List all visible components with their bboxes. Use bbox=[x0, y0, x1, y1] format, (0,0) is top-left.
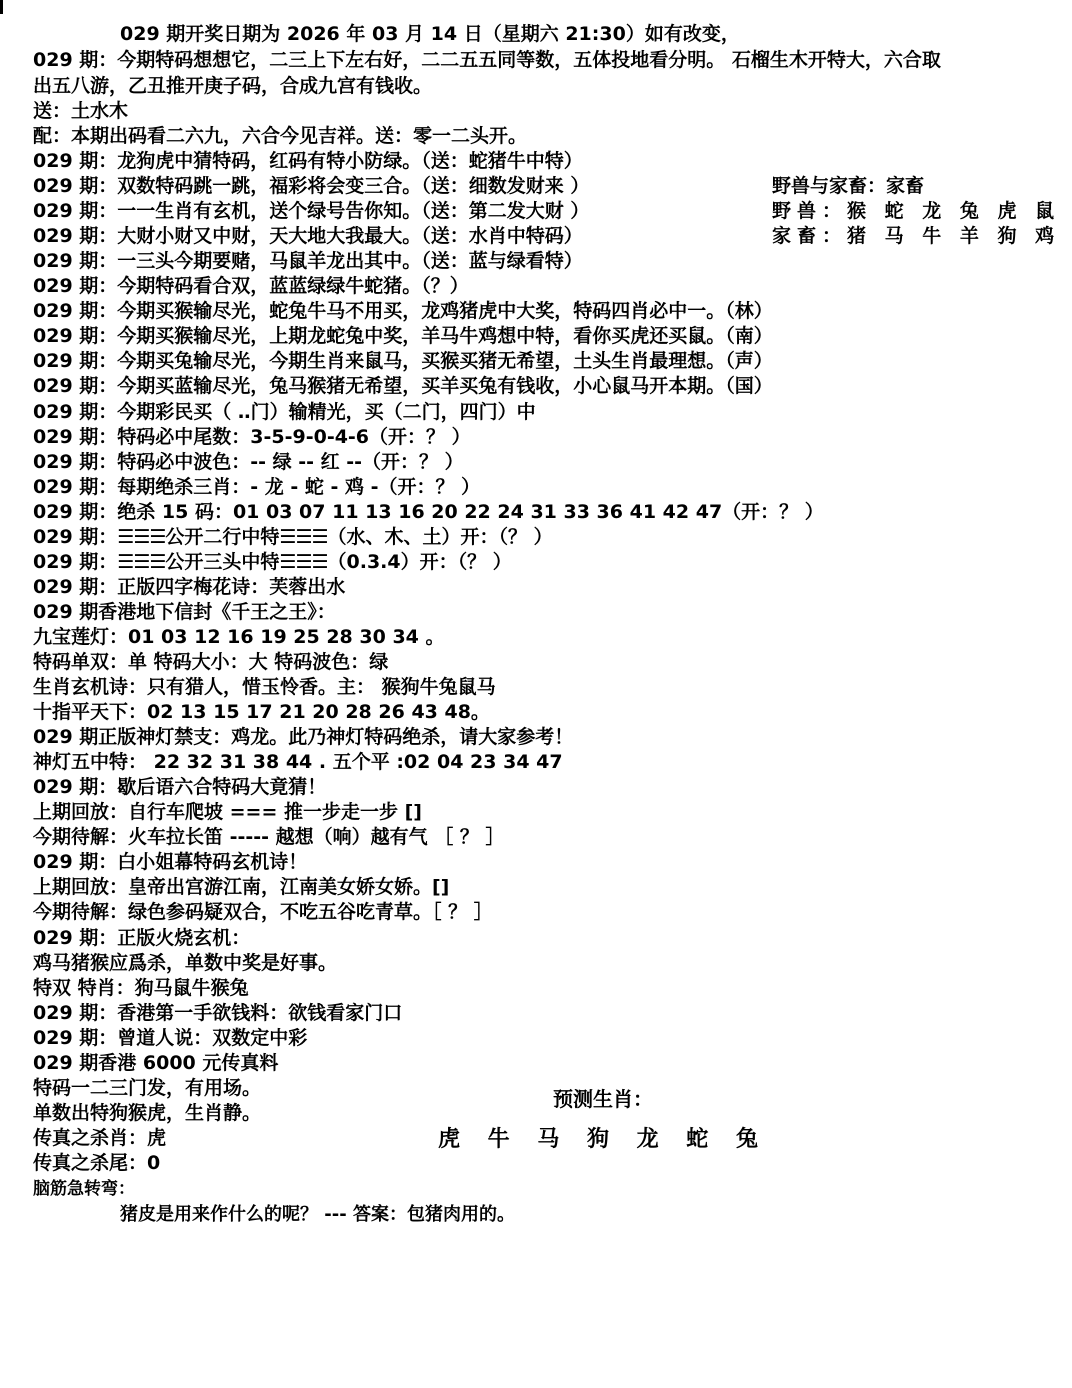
line-16 bbox=[33, 525, 553, 550]
line-1: 029 期：龙狗虎中猜特码，红码有特小防绿。（送：蛇猪牛中特） bbox=[33, 150, 583, 172]
line-37: 029 期香港 6000 元传真料 bbox=[33, 1052, 279, 1074]
line-38: 特码一二三门发，有用场。 bbox=[33, 1077, 262, 1099]
line-6: 029 期：今期特码看合双，蓝蓝绿绿牛蛇猪。（？） bbox=[33, 275, 469, 297]
line-7: 029 期：今期买猴输尽光，蛇兔牛马不用买，龙鸡猪虎中大奖，特码四肖必中一。（林） bbox=[33, 300, 773, 322]
line-16-mid: 公开二行中特 bbox=[165, 526, 280, 548]
trigram-bars-right: ☰☰☰ bbox=[279, 551, 328, 573]
line-9: 029 期：今期买兔输尽光，今期生肖来鼠马，买猴买猪无希望，土头生肖最理想。（声） bbox=[33, 350, 773, 372]
line-32: 029 期：正版火烧玄机： bbox=[33, 927, 251, 949]
line-30: 上期回放：皇帝出宫游江南，江南美女娇女娇。[] bbox=[33, 876, 450, 898]
line-11: 029 期：今期彩民买（ ‥门）输精光，买（二门，四门）中 bbox=[33, 401, 536, 423]
line-31: 今期待解：绿色参码疑双合，不吃五谷吃青草。［ ？ ］ bbox=[33, 901, 493, 923]
line-27: 上期回放：自行车爬坡 === 推一步走一步 [] bbox=[33, 801, 422, 823]
predict-animals: 虎 牛 马 狗 龙 蛇 兔 bbox=[438, 1127, 768, 1152]
line-18: 029 期：正版四字梅花诗：芙蓉出水 bbox=[33, 576, 346, 598]
side-note-1: 野兽与家畜：家畜 bbox=[772, 175, 925, 197]
line-39: 单数出特狗猴虎，生肖静。 bbox=[33, 1102, 262, 1124]
line-23: 十指平天下：02 13 15 17 21 20 28 26 43 48。 bbox=[33, 701, 490, 723]
trigram-bars-left: ☰☰☰ bbox=[117, 551, 166, 573]
line-40: 传真之杀肖：虎 bbox=[33, 1127, 167, 1149]
line-33: 鸡马猪猴应爲杀，单数中奖是好事。 bbox=[33, 952, 338, 974]
line-17-prefix: 029 期： bbox=[33, 551, 118, 573]
line-4: 029 期：大财小财又中财，天大地大我最大。（送：水肖中特码） bbox=[33, 225, 583, 247]
line-17 bbox=[33, 550, 512, 575]
line-17-mid: 公开三头中特 bbox=[165, 551, 280, 573]
line-43: 猪皮是用来作什么的呢？ --- 答案：包猪肉用的。 bbox=[120, 1204, 515, 1225]
line-21: 特码单双：单 特码大小：大 特码波色：绿 bbox=[33, 651, 389, 673]
intro-line-1: 029 期：今期特码想想它，二三上下左右好，二二五五同等数，五体投地看分明。 石榴生木开特大，六合取 bbox=[33, 49, 941, 71]
line-25: 神灯五中特： 22 32 31 38 44 . 五个平 :02 04 23 34 47 bbox=[33, 751, 563, 773]
line-19: 029 期香港地下信封《千王之王》： bbox=[33, 601, 336, 623]
line-42: 脑筋急转弯： bbox=[33, 1179, 135, 1199]
line-34: 特双 特肖：狗马鼠牛猴兔 bbox=[33, 977, 249, 999]
line-16-tail: （水、木、土）开：（？ ） bbox=[327, 526, 553, 548]
line-3: 029 期：一一生肖有玄机，送个绿号告你知。（送：第二发大财 ） bbox=[33, 200, 590, 222]
line-8: 029 期：今期买猴输尽光，上期龙蛇兔中奖，羊马牛鸡想中特，看你买虎还买鼠。（南） bbox=[33, 325, 773, 347]
pei-line: 配：本期出码看二六九，六合今见吉祥。送：零一二头开。 bbox=[33, 125, 528, 147]
line-2: 029 期：双数特码跳一跳，福彩将会变三合。（送：细数发财来 ） bbox=[33, 175, 590, 197]
side-note-2: 野兽：猴 蛇 龙 兔 虎 鼠 bbox=[772, 200, 1061, 222]
trigram-bars-right: ☰☰☰ bbox=[279, 526, 328, 548]
line-10: 029 期：今期买蓝输尽光，兔马猴猪无希望，买羊买兔有钱收，小心鼠马开本期。（国） bbox=[33, 375, 773, 397]
line-16-prefix: 029 期： bbox=[33, 526, 118, 548]
side-note-3: 家畜：猪 马 牛 羊 狗 鸡 bbox=[772, 225, 1061, 247]
line-35: 029 期：香港第一手欲钱料：欲钱看家门口 bbox=[33, 1002, 403, 1024]
left-edge-mark bbox=[0, 0, 3, 14]
line-26: 029 期：歇后语六合特码大竟猜！ bbox=[33, 776, 327, 798]
trigram-bars-left: ☰☰☰ bbox=[117, 526, 166, 548]
song-line: 送：土水木 bbox=[33, 100, 129, 122]
line-12: 029 期：特码必中尾数：3-5-9-0-4-6（开：？ ） bbox=[33, 426, 471, 448]
line-36: 029 期：曾道人说：双数定中彩 bbox=[33, 1027, 308, 1049]
line-24: 029 期正版神灯禁支：鸡龙。此乃神灯特码绝杀，请大家参考！ bbox=[33, 726, 574, 748]
line-13: 029 期：特码必中波色：-- 绿 -- 红 --（开：？ ） bbox=[33, 451, 464, 473]
line-14: 029 期：每期绝杀三肖：- 龙 - 蛇 - 鸡 -（开：？ ） bbox=[33, 476, 481, 498]
line-29: 029 期：白小姐幕特码玄机诗！ bbox=[33, 851, 308, 873]
line-22: 生肖玄机诗：只有猎人，惜玉怜香。主： 猴狗牛兔鼠马 bbox=[33, 676, 496, 698]
intro-line-2: 出五八游，乙丑推开庚子码，合成九宫有钱收。 bbox=[33, 75, 433, 97]
line-5: 029 期：一三头今期要赌，马鼠羊龙出其中。（送：蓝与绿看特） bbox=[33, 250, 583, 272]
line-41: 传真之杀尾：0 bbox=[33, 1152, 161, 1174]
predict-label: 预测生肖： bbox=[553, 1087, 653, 1111]
line-20: 九宝莲灯：01 03 12 16 19 25 28 30 34 。 bbox=[33, 626, 445, 648]
line-15: 029 期：绝杀 15 码：01 03 07 11 13 16 20 22 24 31 33 36 41 42 47（开：？ ） bbox=[33, 501, 824, 523]
line-17-tail: （0.3.4）开：（？ ） bbox=[327, 551, 512, 573]
line-28: 今期待解：火车拉长笛 ----- 越想（响）越有气 ［ ？ ］ bbox=[33, 826, 505, 848]
header-line: 029 期开奖日期为 2026 年 03 月 14 日（星期六 21:30）如有改变， bbox=[120, 23, 740, 45]
